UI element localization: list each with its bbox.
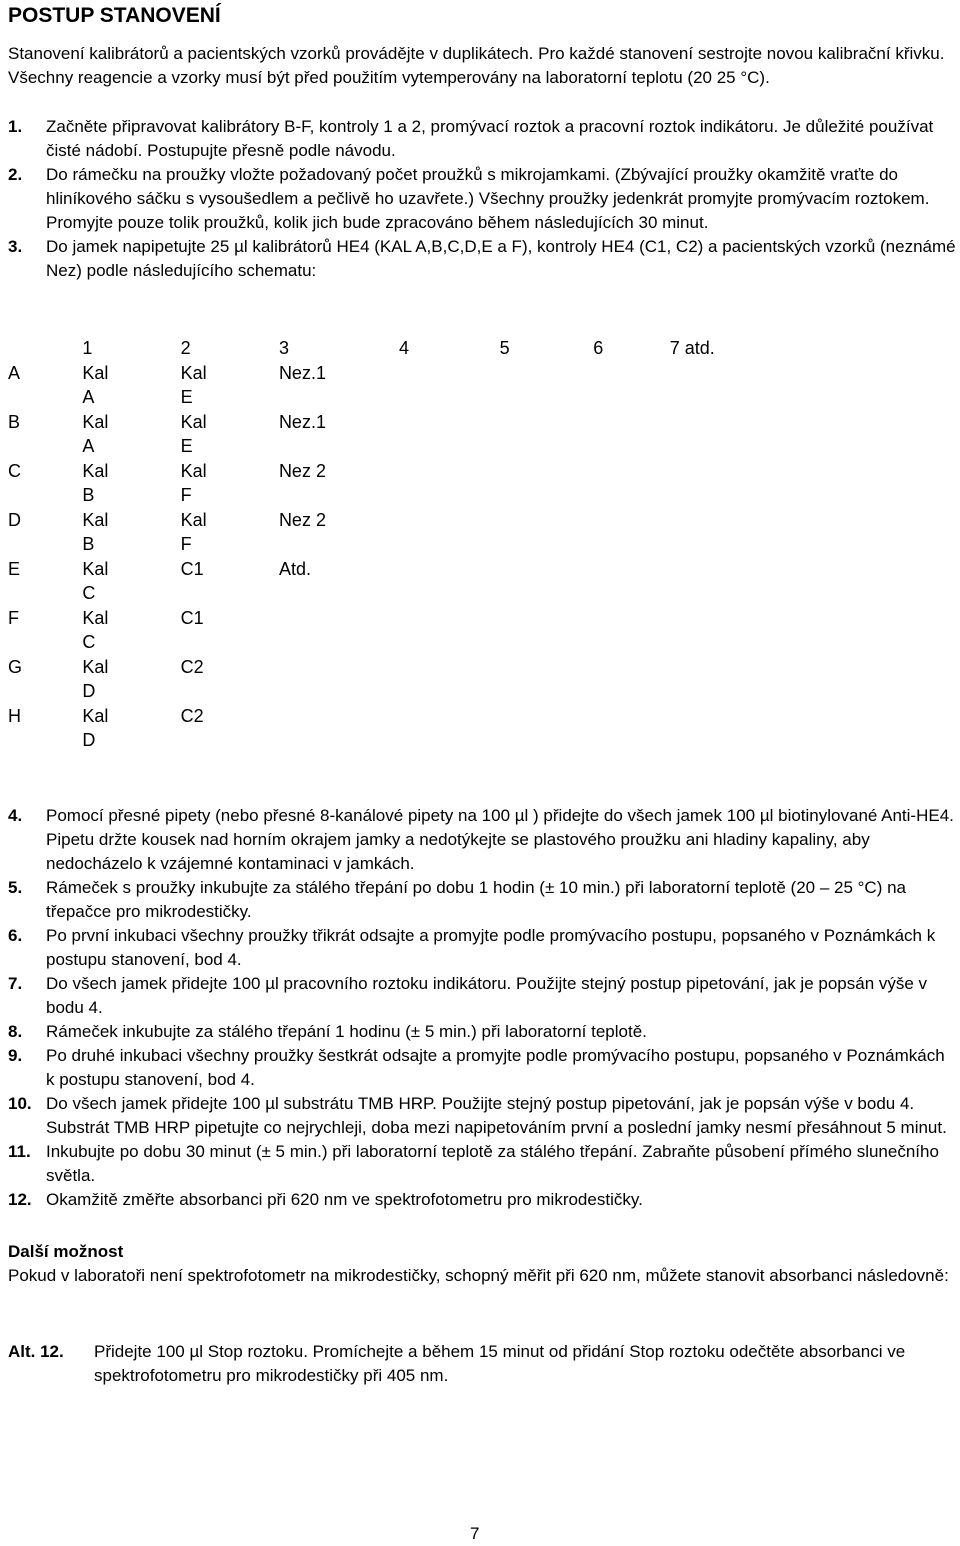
scheme-cell [249, 606, 369, 655]
scheme-row [8, 606, 728, 655]
step-2 [8, 163, 956, 235]
step-number: 12. [8, 1190, 32, 1209]
scheme-cell [249, 704, 369, 753]
step-text: Rámeček s proužky inkubujte za stálého třepání po dobu 1 hodin (± 10 min.) při laboratorní teplotě (20 – 25 °C) na třepačce pro mikrodestičky. [46, 878, 907, 921]
column-header: 7 atd. [669, 338, 715, 358]
step-number: 10. [8, 1094, 32, 1113]
scheme-cell: C2 [180, 656, 204, 677]
pipetting-scheme [8, 336, 728, 761]
alt-step-12 [8, 1340, 956, 1388]
step-3 [8, 235, 956, 283]
step-10 [8, 1092, 956, 1140]
section-title: POSTUP STANOVENÍ [8, 4, 221, 27]
row-label: E [8, 558, 21, 579]
alternative-section [8, 1240, 956, 1288]
step-number: 6. [8, 926, 23, 945]
scheme-row [8, 557, 728, 606]
row-label: F [8, 607, 19, 628]
scheme-cell: C1 [180, 558, 204, 579]
column-header: 5 [499, 338, 510, 358]
step-number: 5. [8, 878, 23, 897]
column-header: 2 [180, 338, 191, 358]
step-4 [8, 804, 956, 876]
scheme-row [8, 704, 728, 753]
step-text: Do všech jamek přidejte 100 µl pracovního roztoku indikátoru. Použijte stejný postup pipetování, jak je popsán výše v bodu 4. [46, 974, 928, 1017]
scheme-cell: Nez 2 [278, 460, 326, 481]
step-number: 9. [8, 1046, 23, 1065]
alt-step-text: Přidejte 100 µl Stop roztoku. Promíchejte a během 15 minut od přidání Stop roztoku odečtěte absorbanci ve spektrofotometru pro mikrodestičky při 405 nm. [94, 1342, 906, 1385]
step-text: Do všech jamek přidejte 100 µl substrátu TMB HRP. Použijte stejný postup pipetování, jak je popsán výše v bodu 4. Substrát TMB HRP pipetujte co nejrychleji, doba mezi napipetováním první a poslední jamky nesmí přesáhnout 5 minut. [46, 1094, 947, 1137]
steps-bottom [8, 804, 956, 1212]
scheme-cell: Kal F [180, 460, 207, 505]
intro-paragraph: Stanovení kalibrátorů a pacientských vzorků provádějte v duplikátech. Pro každé stanovení sestrojte novou kalibrační křivku. Všechny reagencie a vzorky musí být před použitím vytemperovány na laboratorní teplotu (20 25 °C). [8, 44, 945, 87]
scheme-cell: Kal C [82, 558, 109, 603]
scheme-row [8, 361, 728, 410]
step-text: Po první inkubaci všechny proužky třikrát odsajte a promyjte podle promývacího postupu, popsaného v Poznámkách k postupu stanovení, bod 4. [46, 926, 936, 969]
step-5 [8, 876, 956, 924]
scheme-row [8, 410, 728, 459]
scheme-cell: Kal F [180, 509, 207, 554]
step-number: 8. [8, 1022, 23, 1041]
row-label: D [8, 509, 21, 530]
scheme-cell: Kal E [180, 362, 207, 407]
row-label: H [8, 705, 21, 726]
step-number: 11. [8, 1142, 31, 1161]
alternative-title: Další možnost [8, 1242, 124, 1261]
step-text: Pomocí přesné pipety (nebo přesné 8-kanálové pipety na 100 µl ) přidejte do všech jamek 100 µl biotinylované Anti-HE4. Pipetu držte kousek nad horním okrajem jamky a nedotýkejte se plastového proužku ani hladiny kapaliny, aby nedocházelo k vzájemné kontaminaci v jamkách. [46, 806, 954, 873]
column-header: 3 [278, 338, 289, 358]
step-text: Do jamek napipetujte 25 µl kalibrátorů HE4 (KAL A,B,C,D,E a F), kontroly HE4 (C1, C2) a pacientských vzorků (neznámé Nez) podle následujícího schematu: [46, 237, 956, 280]
step-number: 1. [8, 117, 23, 136]
step-text: Začněte připravovat kalibrátory B-F, kontroly 1 a 2, promývací roztok a pracovní roztok indikátoru. Je důležité používat čisté nádobí. Postupujte přesně podle návodu. [46, 117, 934, 160]
row-label: G [8, 656, 23, 677]
step-number: 2. [8, 165, 23, 184]
scheme-cell: C1 [180, 607, 204, 628]
scheme-cell: Kal A [82, 362, 109, 407]
column-header: 4 [398, 338, 409, 358]
column-header: 1 [82, 338, 93, 358]
scheme-cell: Kal A [82, 411, 109, 456]
step-9 [8, 1044, 956, 1092]
scheme-header-row [8, 336, 728, 361]
column-header: 6 [593, 338, 604, 358]
step-number: 3. [8, 237, 23, 256]
scheme-cell: Nez.1 [278, 362, 326, 383]
step-number: 7. [8, 974, 23, 993]
step-11 [8, 1140, 956, 1188]
step-text: Rámeček inkubujte za stálého třepání 1 hodinu (± 5 min.) při laboratorní teplotě. [46, 1022, 647, 1041]
step-8 [8, 1020, 956, 1044]
scheme-cell: Kal B [82, 460, 109, 505]
scheme-cell: Kal C [82, 607, 109, 652]
scheme-cell [249, 655, 369, 704]
page-number: 7 [470, 1524, 480, 1543]
row-label: A [8, 362, 21, 383]
scheme-cell: Kal B [82, 509, 109, 554]
step-text: Okamžitě změřte absorbanci při 620 nm ve spektrofotometru pro mikrodestičky. [46, 1190, 643, 1209]
step-1 [8, 115, 956, 163]
steps-top [8, 115, 956, 283]
scheme-cell: Kal D [82, 656, 109, 701]
scheme-cell: Kal D [82, 705, 109, 750]
scheme-table [8, 336, 728, 753]
scheme-cell: Atd. [278, 558, 311, 579]
scheme-cell: Nez.1 [278, 411, 326, 432]
scheme-cell: C2 [180, 705, 204, 726]
step-text: Inkubujte po dobu 30 minut (± 5 min.) při laboratorní teplotě za stálého třepání. Zabraňte působení přímého slunečního světla. [46, 1142, 939, 1185]
step-text: Do rámečku na proužky vložte požadovaný počet proužků s mikrojamkami. (Zbývající proužky okamžitě vraťte do hliníkového sáčku s vysoušedlem a pečlivě ho uzavřete.) Všechny proužky jedenkrát promyjte promývacím roztokem. Promyjte pouze tolik proužků, kolik jich bude zpracováno během následujících 30 minut. [46, 165, 930, 232]
step-6 [8, 924, 956, 972]
step-12 [8, 1188, 956, 1212]
alternative-text: Pokud v laboratoři není spektrofotometr na mikrodestičky, schopný měřit při 620 nm, můžete stanovit absorbanci následovně: [8, 1266, 949, 1285]
alt-step-number: Alt. 12. [8, 1342, 64, 1361]
row-label: B [8, 411, 21, 432]
step-7 [8, 972, 956, 1020]
scheme-cell: Kal E [180, 411, 207, 456]
step-text: Po druhé inkubaci všechny proužky šestkrát odsajte a promyjte podle promývacího postupu, popsaného v Poznámkách k postupu stanovení, bod 4. [46, 1046, 945, 1089]
scheme-row [8, 508, 728, 557]
step-number: 4. [8, 806, 23, 825]
scheme-cell: Nez 2 [278, 509, 326, 530]
row-label: C [8, 460, 21, 481]
scheme-row [8, 655, 728, 704]
scheme-row [8, 459, 728, 508]
scheme-body [8, 361, 728, 753]
